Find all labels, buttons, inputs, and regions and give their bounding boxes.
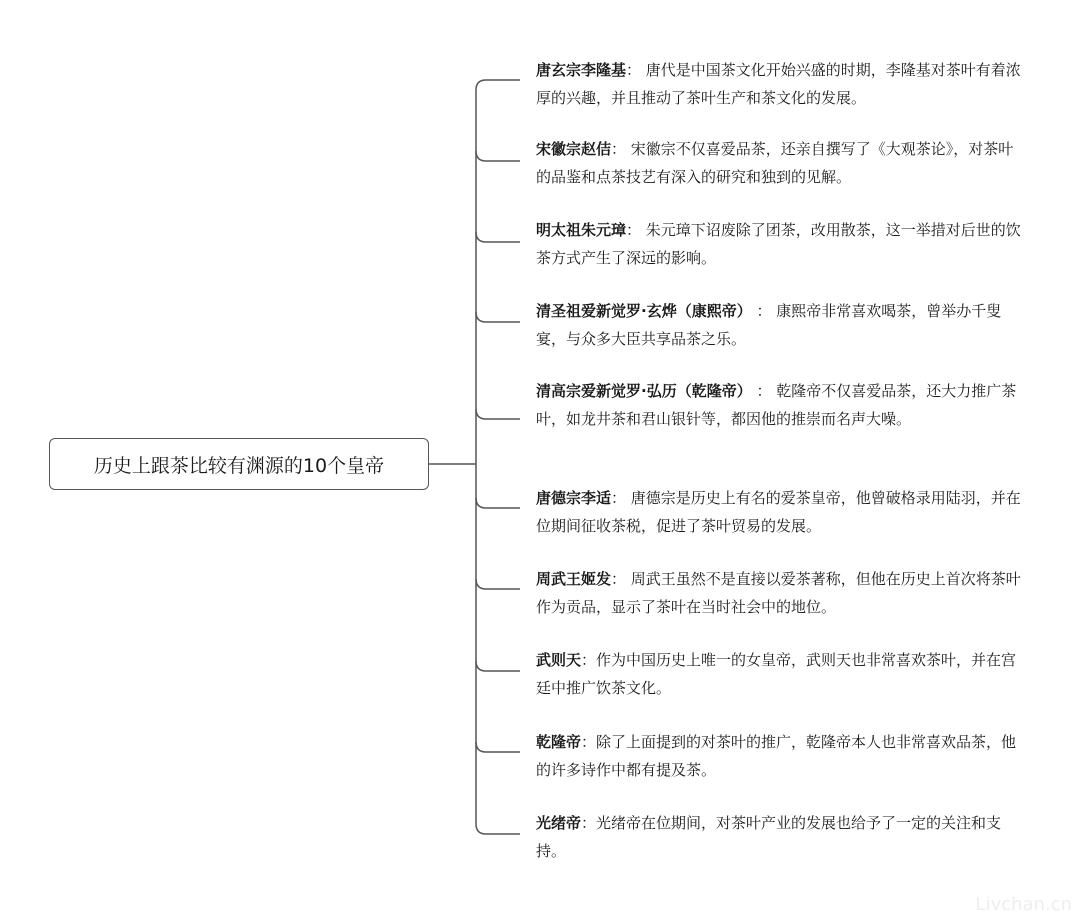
- root-node[interactable]: [49, 438, 429, 490]
- branch-separator: ：: [611, 570, 631, 588]
- branch-connector-7: [476, 579, 520, 589]
- branch-separator: ：: [581, 651, 597, 669]
- branch-text: 唐德宗是历史上有名的爱茶皇帝，他曾破格录用陆羽，并在位期间征收茶税，促进了茶叶贸易的发展。: [536, 489, 1021, 535]
- branch-name: 周武王姬发: [536, 570, 612, 588]
- branch-connector-8: [476, 661, 520, 671]
- branch-text: 唐代是中国茶文化开始兴盛的时期，李隆基对茶叶有着浓厚的兴趣，并且推动了茶叶生产和茶文化的发展。: [536, 61, 1021, 107]
- branch-connector-1: [476, 80, 520, 90]
- branch-node-10[interactable]: [536, 809, 1021, 865]
- branch-separator: ：: [611, 489, 631, 507]
- branch-name: 清圣祖爱新觉罗·玄烨（康熙帝）: [536, 302, 752, 320]
- branch-name: 明太祖朱元璋: [536, 221, 627, 239]
- branch-connector-3: [476, 232, 520, 242]
- branch-connector-9: [476, 742, 520, 752]
- branch-node-5[interactable]: [536, 377, 1021, 433]
- branch-separator: ：: [581, 733, 597, 751]
- branch-connector-4: [476, 312, 520, 322]
- branch-node-4[interactable]: [536, 297, 1021, 353]
- branch-node-6[interactable]: [536, 484, 1021, 540]
- branch-connector-5: [476, 409, 520, 419]
- branch-separator: ：: [751, 302, 777, 320]
- branch-text: 周武王虽然不是直接以爱茶著称，但他在历史上首次将茶叶作为贡品，显示了茶叶在当时社会中的地位。: [536, 570, 1021, 616]
- branch-connector-6: [476, 498, 520, 508]
- branch-connector-2: [476, 151, 520, 161]
- branch-name: 武则天: [536, 651, 582, 669]
- branch-text: 朱元璋下诏废除了团茶，改用散茶，这一举措对后世的饮茶方式产生了深远的影响。: [536, 221, 1021, 267]
- branch-separator: ：: [626, 221, 646, 239]
- branch-node-9[interactable]: [536, 728, 1021, 784]
- branch-node-7[interactable]: [536, 565, 1021, 621]
- branch-separator: ：: [581, 814, 597, 832]
- branch-text: 康熙帝非常喜欢喝茶，曾举办千叟宴，与众多大臣共享品茶之乐。: [536, 302, 1002, 348]
- branch-text: 宋徽宗不仅喜爱品茶，还亲自撰写了《大观茶论》，对茶叶的品鉴和点茶技艺有深入的研究和独到的见解。: [536, 140, 1014, 186]
- branch-name: 清高宗爱新觉罗·弘历（乾隆帝）: [536, 382, 752, 400]
- branch-name: 唐玄宗李隆基: [536, 61, 627, 79]
- branch-node-1[interactable]: [536, 56, 1021, 112]
- branch-node-2[interactable]: [536, 135, 1021, 191]
- branch-node-3[interactable]: [536, 216, 1021, 272]
- root-title: 历史上跟茶比较有渊源的10个皇帝: [93, 454, 385, 477]
- branch-name: 唐德宗李适: [536, 489, 612, 507]
- branch-separator: ：: [751, 382, 777, 400]
- branch-text: 除了上面提到的对茶叶的推广，乾隆帝本人也非常喜欢品茶，他的许多诗作中都有提及茶。: [536, 733, 1017, 779]
- branch-separator: ：: [626, 61, 646, 79]
- branch-separator: ：: [611, 140, 631, 158]
- branch-node-8[interactable]: [536, 646, 1021, 702]
- branch-connector-10: [476, 824, 520, 834]
- watermark: Livchan.cn: [975, 894, 1072, 915]
- branch-text: 乾隆帝不仅喜爱品茶，还大力推广茶叶，如龙井茶和君山银针等，都因他的推崇而名声大噪。: [536, 382, 1017, 428]
- branch-text: 光绪帝在位期间，对茶叶产业的发展也给予了一定的关注和支持。: [536, 814, 1002, 860]
- branch-text: 作为中国历史上唯一的女皇帝，武则天也非常喜欢茶叶，并在宫廷中推广饮茶文化。: [536, 651, 1017, 697]
- branch-name: 宋徽宗赵佶: [536, 140, 612, 158]
- branch-name: 光绪帝: [536, 814, 582, 832]
- branch-name: 乾隆帝: [536, 733, 582, 751]
